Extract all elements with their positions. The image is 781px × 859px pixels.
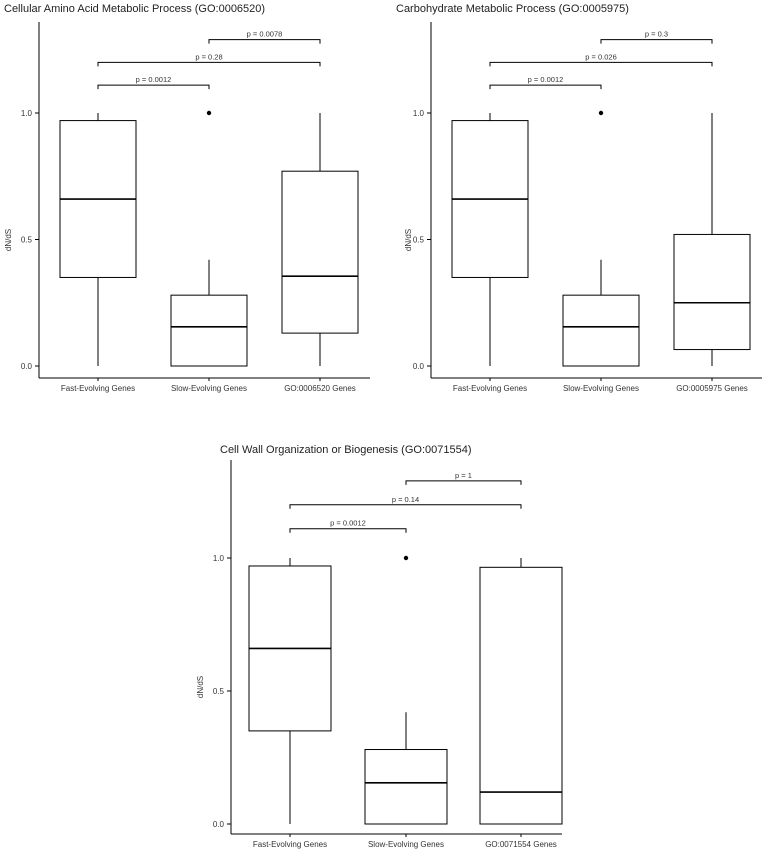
boxplot-amino-acid-panel [0, 0, 390, 410]
x-tick-label: Fast-Evolving Genes [60, 384, 136, 393]
p-value-label: p = 0.0078 [246, 29, 283, 39]
p-value-label: p = 0.3 [644, 29, 669, 39]
x-tick-label: GO:0006520 Genes [284, 384, 356, 393]
x-tick-label: Slow-Evolving Genes [562, 384, 640, 393]
box-iqr [563, 295, 639, 366]
p-value-label: p = 0.0012 [330, 518, 366, 528]
boxplot-carbohydrate-panel [392, 0, 781, 410]
y-tick-label: 1.0 [20, 109, 32, 118]
comparison-bracket [209, 40, 320, 44]
x-tick-label: Fast-Evolving Genes [252, 840, 328, 849]
y-tick-label: 0.0 [20, 362, 32, 371]
y-tick-label: 0.5 [412, 235, 424, 245]
comparison-bracket [490, 85, 601, 89]
comparison-bracket [98, 62, 320, 66]
x-tick-label: Fast-Evolving Genes [452, 384, 528, 393]
chart-title: Carbohydrate Metabolic Process (GO:0005975) [396, 3, 629, 15]
y-axis-label: dN/dS [404, 228, 413, 252]
y-tick-label: 0.0 [212, 820, 224, 829]
outlier-point [404, 556, 408, 560]
box-iqr [480, 567, 562, 824]
p-value-label: p = 0.026 [585, 52, 617, 62]
comparison-bracket [290, 529, 406, 533]
x-tick-label: GO:0005975 Genes [676, 384, 748, 393]
box-iqr [282, 171, 358, 333]
p-value-label: p = 0.0012 [527, 75, 564, 85]
comparison-bracket [601, 40, 712, 44]
y-tick-label: 1.0 [412, 109, 424, 118]
boxplot-cell-wall-panel [192, 438, 581, 856]
outlier-point [599, 111, 603, 115]
y-axis-label: dN/dS [196, 675, 205, 699]
comparison-bracket [290, 505, 521, 509]
x-tick-label: GO:0071554 Genes [485, 840, 557, 849]
comparison-bracket [406, 481, 521, 485]
p-value-label: p = 0.14 [391, 494, 420, 504]
comparison-bracket [490, 62, 712, 66]
p-value-label: p = 0.28 [195, 52, 223, 62]
box-iqr [171, 295, 247, 366]
p-value-label: p = 1 [455, 470, 472, 480]
x-tick-label: Slow-Evolving Genes [367, 840, 445, 849]
box-iqr [674, 234, 750, 349]
outlier-point [207, 111, 211, 115]
y-axis-label: dN/dS [4, 228, 13, 252]
y-tick-label: 0.0 [412, 362, 424, 371]
chart-title: Cellular Amino Acid Metabolic Process (GO:0006520) [4, 3, 266, 15]
chart-title: Cell Wall Organization or Biogenesis (GO:0071554) [220, 444, 472, 456]
y-tick-label: 0.5 [20, 235, 32, 245]
box-iqr [365, 750, 447, 824]
p-value-label: p = 0.0012 [135, 75, 172, 85]
y-tick-label: 1.0 [212, 554, 224, 563]
comparison-bracket [98, 85, 209, 89]
y-tick-label: 0.5 [212, 687, 224, 696]
x-tick-label: Slow-Evolving Genes [170, 384, 248, 393]
